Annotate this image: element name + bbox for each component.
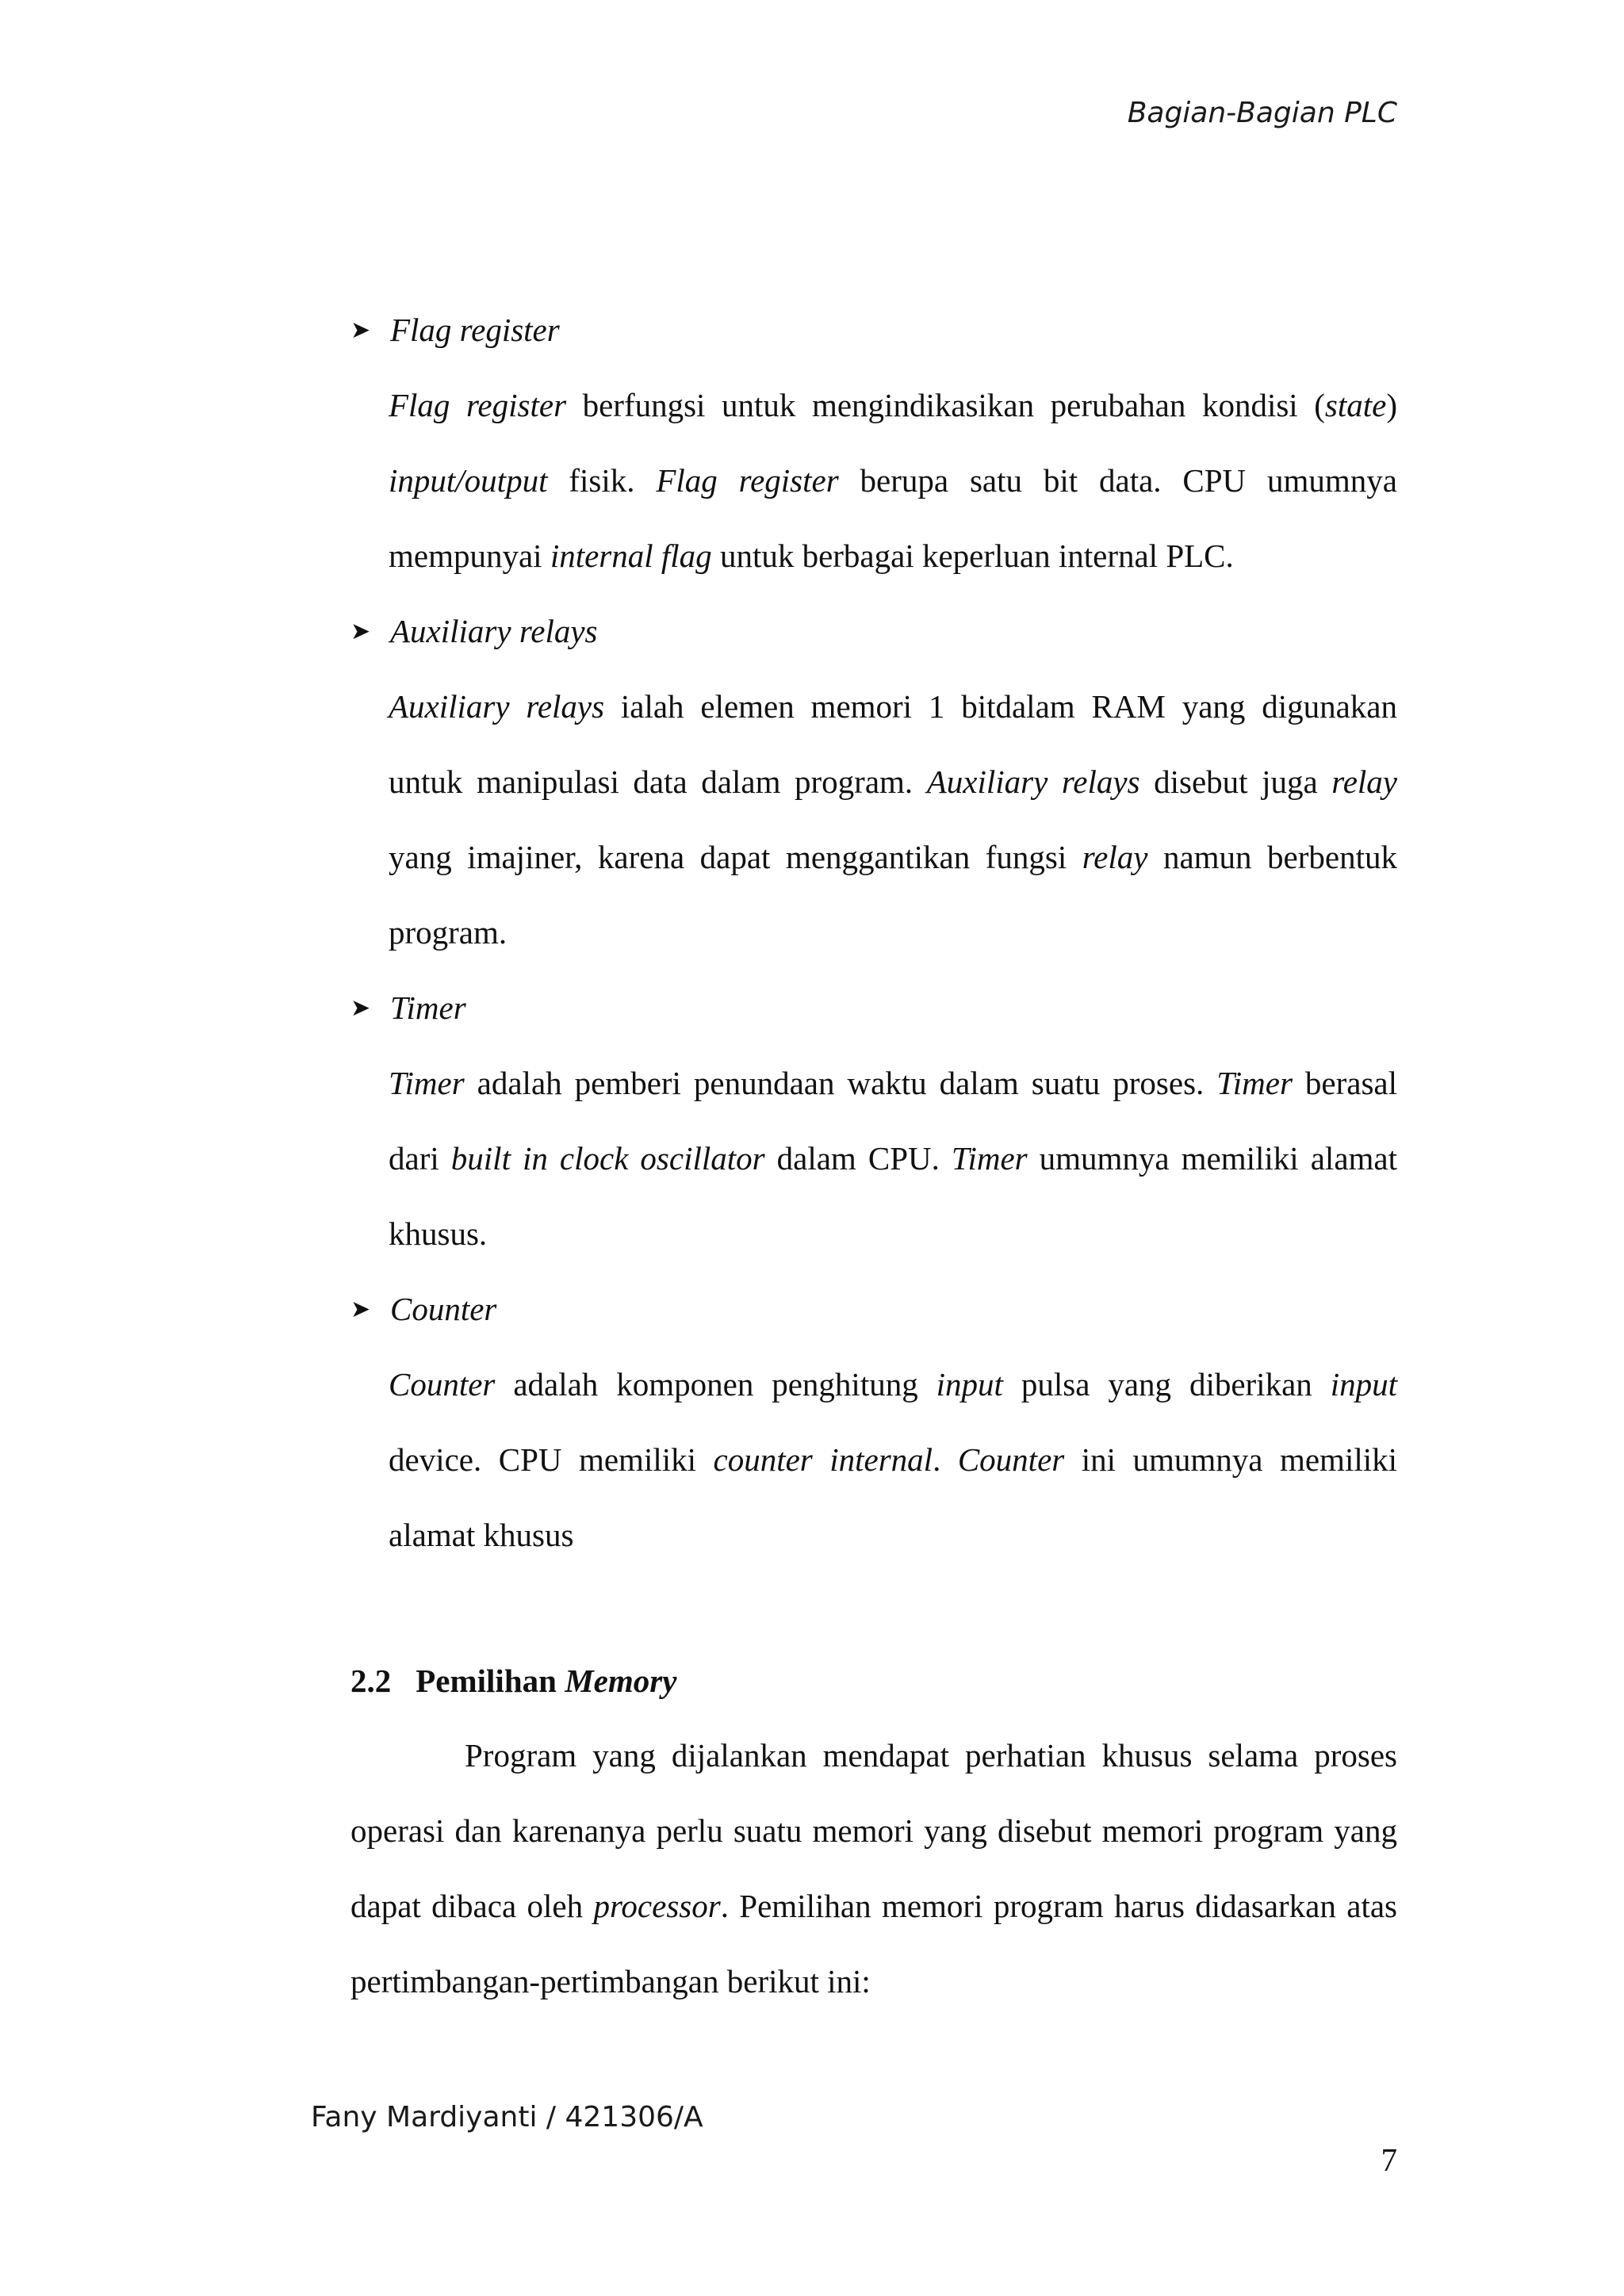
italic-run: Flag register: [656, 462, 839, 499]
text-run: untuk berbagai keperluan internal PLC.: [711, 538, 1234, 574]
section-number: 2.2: [350, 1663, 392, 1699]
text-run: . Pemilihan memori program harus didasarkan atas pertimbangan-pertimbangan berikut ini:: [350, 1888, 1397, 1999]
text-run: berasal dari: [389, 1065, 1398, 1177]
italic-run: processor: [593, 1888, 721, 1924]
italic-run: built in clock oscillator: [450, 1140, 765, 1177]
text-run: adalah pemberi penundaan waktu dalam suatu proses.: [464, 1065, 1217, 1101]
item-title-text: Timer: [390, 989, 466, 1026]
section-title-italic: Memory: [565, 1663, 677, 1699]
text-run: Program yang dijalankan mendapat perhatian khusus selama proses operasi dan karenanya perlu suatu memori yang disebut memori program yang dapat dibaca oleh: [350, 1737, 1397, 1924]
italic-run: counter internal: [713, 1441, 933, 1478]
footer-author: Fany Mardiyanti / 421306/A: [311, 2101, 703, 2133]
running-header: Bagian-Bagian PLC: [1127, 97, 1397, 129]
italic-run: Timer: [951, 1140, 1028, 1177]
text-run: yang imajiner, karena dapat menggantikan fungsi: [389, 839, 1082, 875]
item-title-timer: [350, 989, 466, 1026]
section-paragraph: [350, 1718, 1397, 2019]
item-title-flag-register: [350, 314, 560, 346]
text-run: dalam CPU.: [764, 1140, 952, 1177]
text-run: adalah komponen penghitung: [495, 1366, 936, 1402]
text-run: fisik.: [547, 462, 657, 499]
item-title-text: Flag register: [390, 312, 560, 348]
italic-run: relay: [1082, 839, 1148, 875]
italic-run: input/output: [389, 462, 548, 499]
item-body-counter: [389, 1347, 1397, 1573]
text-run: device. CPU memiliki: [389, 1441, 714, 1478]
arrow-bullet-icon: ➤: [350, 316, 371, 343]
italic-run: internal flag: [550, 538, 712, 574]
italic-run: relay: [1331, 763, 1397, 800]
text-run: ): [1386, 387, 1397, 423]
item-body-flag-register: [389, 368, 1397, 594]
italic-run: Timer: [389, 1065, 465, 1101]
text-run: namun berbentuk program.: [389, 839, 1397, 951]
item-title-counter: [350, 1293, 496, 1326]
arrow-bullet-icon: ➤: [350, 994, 371, 1021]
item-body-auxiliary-relays: [389, 669, 1397, 970]
text-run: .: [933, 1441, 958, 1478]
text-run: berupa satu bit data. CPU umumnya mempunyai: [389, 462, 1397, 574]
italic-run: state: [1324, 387, 1387, 423]
item-title-text: Counter: [390, 1291, 497, 1327]
arrow-bullet-icon: ➤: [350, 1295, 371, 1322]
italic-run: Auxiliary relays: [926, 763, 1140, 800]
text-run: umumnya memiliki alamat khusus.: [389, 1140, 1397, 1252]
italic-run: Flag register: [389, 387, 567, 423]
text-run: disebut juga: [1139, 763, 1332, 800]
text-run: ialah elemen memori 1 bitdalam RAM yang digunakan untuk manipulasi data dalam program.: [389, 688, 1397, 800]
item-title-auxiliary-relays: [350, 615, 598, 648]
italic-run: Counter: [957, 1441, 1065, 1478]
text-run: berfungsi untuk mengindikasikan perubahan kondisi (: [566, 387, 1325, 423]
text-run: ini umumnya memiliki alamat khusus: [389, 1441, 1398, 1553]
italic-run: Counter: [389, 1366, 496, 1402]
italic-run: input: [936, 1366, 1003, 1402]
page-number: 7: [1381, 2141, 1397, 2178]
italic-run: Timer: [1216, 1065, 1293, 1101]
italic-run: Auxiliary relays: [389, 688, 605, 725]
item-title-text: Auxiliary relays: [390, 613, 598, 649]
italic-run: input: [1330, 1366, 1397, 1402]
item-body-timer: [389, 1046, 1397, 1272]
section-title-plain: Pemilihan: [416, 1663, 565, 1699]
arrow-bullet-icon: ➤: [350, 618, 371, 645]
section-heading: [350, 1665, 676, 1697]
text-run: pulsa yang diberikan: [1002, 1366, 1331, 1402]
